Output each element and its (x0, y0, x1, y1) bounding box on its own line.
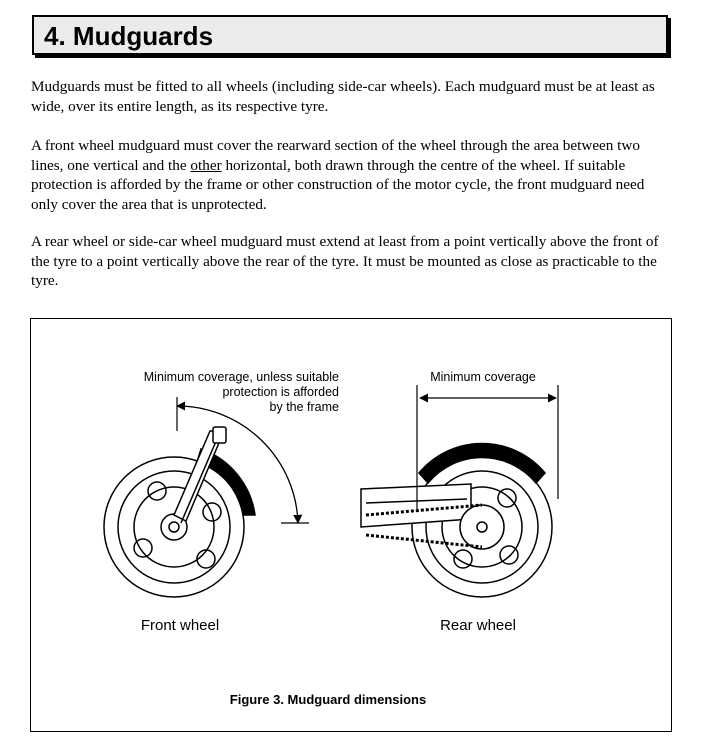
section-title (34, 17, 666, 55)
section-header (32, 15, 668, 55)
paragraph-front-mudguard (31, 136, 674, 214)
front-annotation-line-2: protection is afforded (222, 385, 339, 399)
section-title-text: Mudguards (72, 21, 214, 51)
paragraph-2-text-b: horizontal, both drawn through the centre of the wheel. If suitable protection is afforded by the frame or other construction of the motor cycle, the front mudguard need only cover the area that is unprotected. (31, 156, 645, 213)
section-number: 4. (44, 21, 66, 51)
rear-annotation: Minimum coverage (430, 370, 536, 384)
rear-wheel-label: Rear wheel (440, 617, 516, 634)
paragraph-mudguard-requirement (31, 77, 674, 116)
paragraph-2-text-a: A front wheel mudguard must cover the rearward section of the wheel through the area between two lines, one vertical and the (31, 137, 640, 174)
front-wheel-label: Front wheel (140, 617, 220, 634)
figure-caption: Figure 3. Mudguard dimensions (229, 692, 427, 707)
paragraph-3-text: A rear wheel or side-car wheel mudguard must extend at least from a point vertically above the front of the tyre to a point vertically above the rear of the tyre. It must be mounted as close as practicable to the tyre. (31, 233, 659, 289)
rear-wheel-illustration (361, 443, 552, 597)
figure-mudguard-dimensions (30, 318, 672, 732)
front-annotation-line-3: by the frame (269, 400, 339, 414)
front-annotation-line-1: Minimum coverage, unless suitable (143, 370, 339, 384)
front-wheel-illustration (104, 427, 255, 597)
paragraph-1-text: Mudguards must be fitted to all wheels (including side-car wheels). Each mudguard must be at least as wide, over its entire length, as its respective tyre. (31, 78, 655, 115)
figure-illustration (31, 319, 673, 733)
paragraph-rear-mudguard (31, 232, 674, 291)
underlined-word: other (190, 156, 222, 174)
